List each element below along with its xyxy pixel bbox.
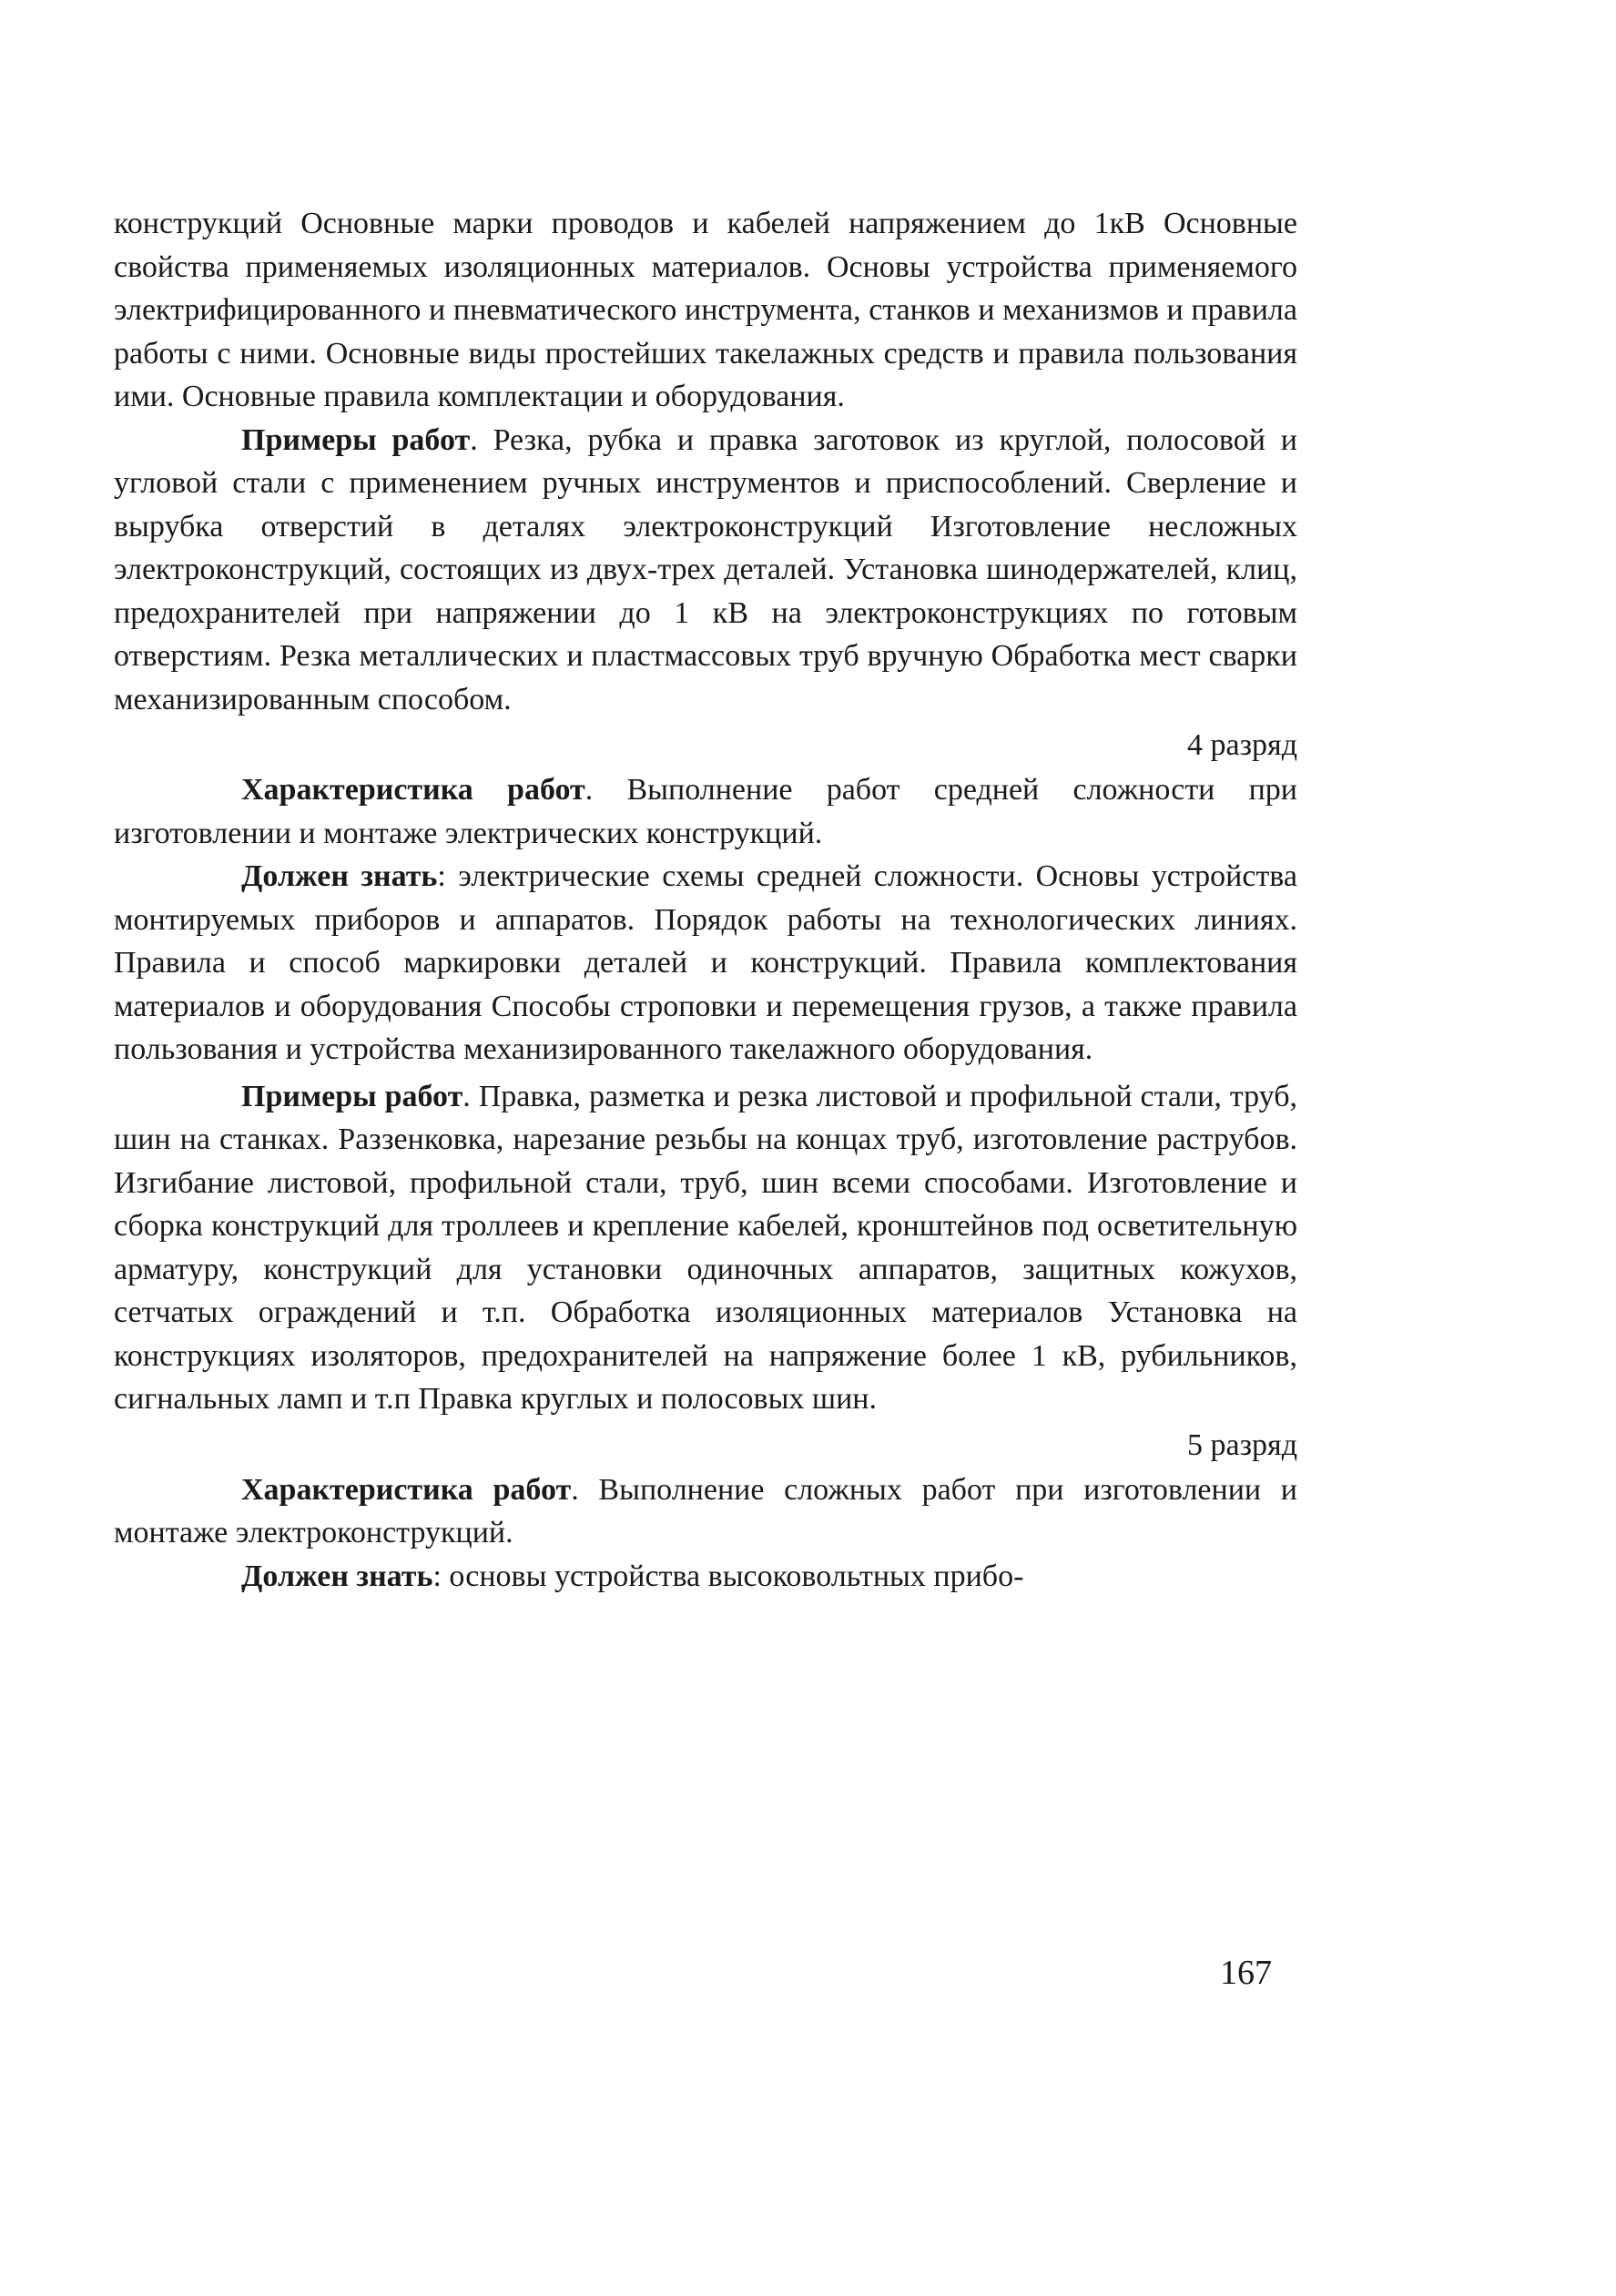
- must-know-text: : электрические схемы средней сложности. Основы устройства монтируемых приборов и аппаратов. Порядок работы на технологических линиях. Правила и способ маркировки деталей и конструкций. Правила комплектования материалов и оборудования Способы строповки и перемещения грузов, а также правила пользования и устройства механизированного такелажного оборудования.: [114, 859, 1297, 1066]
- grade-4-heading: 4 разряд: [1187, 728, 1297, 762]
- paragraph-requirements-continued: конструкций Основные марки проводов и кабелей напряжением до 1кВ Основные свойства применяемых изоляционных материалов. Основы устройства применяемого электрифицированного и пневматического инструмента, станков и механизмов и правила работы с ними. Основные виды простейших такелажных средств и правила пользования ими. Основные правила комплектации и оборудования.: [114, 207, 1297, 413]
- paragraph-must-know-grade-5: [114, 1555, 1297, 1599]
- page-body: [114, 202, 1297, 1598]
- must-know-label: Должен знать: [241, 1559, 433, 1593]
- examples-text: . Резка, рубка и правка заготовок из круглой, полосовой и угловой стали с применением ручных инструментов и приспособлений. Сверление и вырубка отверстий в деталях электроконструкций Изготовление несложных электроконструкций, состоящих из двух-трех деталей. Установка шинодержателей, клиц, предохранителей при напряжении до 1 кВ на электроконструкциях по готовым отверстиям. Резка металлических и пластмассовых труб вручную Обработка мест сварки механизированным способом.: [114, 422, 1297, 716]
- characteristic-label: Характеристика работ: [241, 773, 585, 807]
- paragraph-examples-grade-3: [114, 419, 1297, 722]
- examples-text: . Правка, разметка и резка листовой и профильной стали, труб, шин на станках. Раззенковка, нарезание резьбы на концах труб, изготовление раструбов. Изгибание листовой, профильной стали, труб, шин всеми способами. Изготовление и сборка конструкций для троллеев и крепление кабелей, кронштейнов под осветительную арматуру, конструкций для установки одиночных аппаратов, защитных кожухов, сетчатых ограждений и т.п. Обработка изоляционных материалов Установка на конструкциях изоляторов, предохранителей на напряжение более 1 кВ, рубильников, сигнальных ламп и т.п Правка круглых и полосовых шин.: [114, 1079, 1297, 1416]
- paragraph-must-know-grade-4: [114, 855, 1297, 1072]
- characteristic-text: . Выполнение работ средней сложности при изготовлении и монтаже электрических конструкций.: [114, 773, 1297, 850]
- examples-label: Примеры работ: [241, 422, 471, 457]
- characteristic-label: Характеристика работ: [241, 1472, 572, 1507]
- characteristic-text: . Выполнение сложных работ при изготовлении и монтаже электроконструкций.: [114, 1472, 1297, 1549]
- must-know-label: Должен знать: [241, 859, 438, 893]
- paragraph-characteristic-grade-5: [114, 1468, 1297, 1555]
- page-number: 167: [1220, 1954, 1272, 1992]
- paragraph-characteristic-grade-4: [114, 768, 1297, 855]
- must-know-text: : основы устройства высоковольтных прибо-: [432, 1559, 1024, 1593]
- paragraph-examples-grade-4: [114, 1075, 1297, 1421]
- grade-5-heading: 5 разряд: [1187, 1427, 1297, 1462]
- examples-label: Примеры работ: [241, 1079, 463, 1113]
